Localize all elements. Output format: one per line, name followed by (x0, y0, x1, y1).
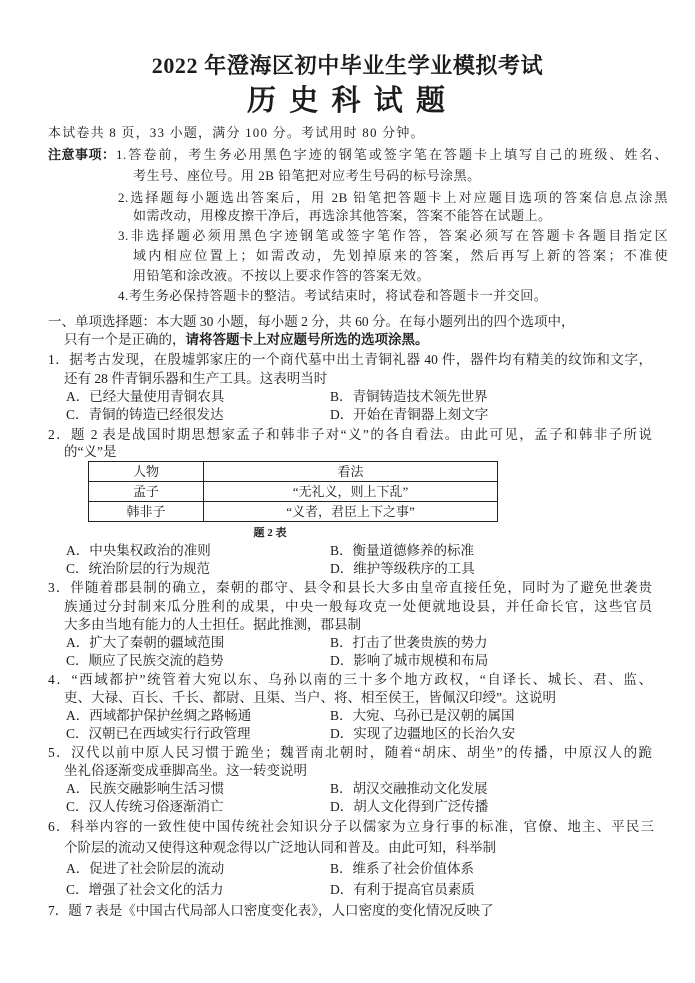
question-4 (0, 671, 695, 743)
question-6-text-line-1: 6．科举内容的一致性使中国传统社会知识分子以儒家为立身行事的标准，官僚、地主、平民三 (48, 819, 654, 834)
question-1-text-line-1: 1．据考古发现，在殷墟郭家庄的一个商代墓中出土青铜礼器 40 件，器件均有精美的纹饰和文字， (48, 352, 652, 367)
question-5 (0, 744, 695, 816)
question-1-option-c: C．青铜的铸造已经很发达 (66, 407, 224, 422)
question-4-option-b: B．大宛、乌孙已是汉朝的属国 (330, 708, 515, 723)
question-2-option-a: A．中央集权政治的准则 (66, 543, 211, 558)
question-4-option-d: D．实现了边疆地区的长治久安 (330, 726, 516, 741)
question-1-option-a: A．已经大量使用青铜农具 (66, 389, 225, 404)
question-4-option-a: A．西域都护保护丝绸之路畅通 (66, 708, 252, 723)
exam-instructions (0, 146, 695, 306)
question-5-option-c: C．汉人传统习俗逐渐消亡 (66, 799, 224, 814)
question-6 (0, 818, 695, 900)
exam-title: 2022 年澄海区初中毕业生学业模拟考试 (151, 53, 544, 78)
question-2-option-d: D．维护等级秩序的工具 (330, 561, 475, 576)
table-row (89, 502, 498, 522)
table-cell-view: “义者，君臣上下之事” (204, 502, 498, 522)
question-1-option-d: D．开始在青铜器上刻文字 (330, 407, 489, 422)
question-7-text-line-1: 7．题 7 表是《中国古代局部人口密度变化表》，人口密度的变化情况反映了 (48, 903, 494, 918)
question-2-option-c: C．统治阶层的行为规范 (66, 561, 211, 576)
table-header-view: 看法 (204, 462, 498, 482)
question-2-table-caption: 题 2 表 (253, 527, 287, 539)
question-3-option-b: B．打击了世袭贵族的势力 (330, 635, 488, 650)
question-2-text-line-1: 2．题 2 表是战国时期思想家孟子和韩非子对“义”的各自看法。由此可见，孟子和韩非子所说 (48, 427, 652, 442)
question-5-option-a: A．民族交融影响生活习惯 (66, 781, 225, 796)
question-5-text-line-1: 5．汉代以前中原人民习惯于跪坐；魏晋南北朝时，随着“胡床、胡坐”的传播，中原汉人的跪 (48, 745, 652, 760)
question-5-option-d: D．胡人文化得到广泛传播 (330, 799, 489, 814)
question-1-text-line-2: 还有 28 件青铜乐器和生产工具。这表明当时 (64, 371, 328, 386)
instruction-4-line-1: 4.考生务必保持答题卡的整洁。考试结束时，将试卷和答题卡一并交回。 (118, 288, 548, 303)
section-emphasis-text: 请将答题卡上对应题号所选的选项涂黑。 (185, 332, 429, 347)
instructions-label: 注意事项： (48, 147, 116, 162)
question-3-text-line-3: 大多由当地有能力的人士担任。据此推测，郡县制 (64, 617, 361, 632)
question-3-text-line-2: 族通过分封制来瓜分胜利的成果，中央一般每攻克一处便就地设县，并任命长官，这些官员 (64, 599, 652, 614)
question-6-option-d: D．有利于提高官员素质 (330, 882, 475, 897)
table-header-row (89, 462, 498, 482)
instruction-3-line-2: 域内相应位置上；如需改动，先划掉原来的答案，然后再写上新的答案；不准使 (133, 248, 668, 263)
question-3-text-line-1: 3．伴随着郡县制的确立，秦朝的郡守、县令和县长大多由皇帝直接任免，同时为了避免世袭贵 (48, 580, 652, 595)
question-5-text-line-2: 坐礼俗逐渐变成垂脚高坐。这一转变说明 (64, 763, 307, 778)
question-5-option-b: B．胡汉交融推动文化发展 (330, 781, 488, 796)
section-instruction-text: 只有一个是正确的， (64, 332, 186, 347)
instruction-3-line-1: 3.非选择题必须用黑色字迹钢笔或签字笔作答，答案必须写在答题卡各题目指定区 (118, 228, 668, 243)
question-2-table (88, 461, 498, 522)
question-4-text-line-2: 吏、大禄、百长、千长、都尉、且渠、当户、将、相至侯王，皆佩汉印绶”。这说明 (64, 690, 556, 705)
question-6-option-b: B．维系了社会价值体系 (330, 861, 475, 876)
table-header-person: 人物 (89, 462, 204, 482)
question-7 (0, 902, 695, 922)
question-4-option-c: C．汉朝已在西域实行行政管理 (66, 726, 251, 741)
question-6-option-a: A．促进了社会阶层的流动 (66, 861, 225, 876)
table-row (89, 482, 498, 502)
exam-header (0, 0, 695, 122)
exam-intro: 本试卷共 8 页，33 小题，满分 100 分。考试用时 80 分钟。 (48, 125, 425, 140)
question-2 (0, 426, 695, 578)
question-2-option-b: B．衡量道德修养的标准 (330, 543, 475, 558)
section-heading-line-2 (64, 331, 429, 349)
instruction-1-line-1: 1.答卷前，考生务必用黑色字迹的钢笔或签字笔在答题卡上填写自己的班级、姓名、 (116, 147, 668, 162)
question-3-option-c: C．顺应了民族交流的趋势 (66, 653, 224, 668)
question-4-text-line-1: 4．“西域都护”统管着大宛以东、乌孙以南的三十多个地方政权，“自译长、城长、君、监、 (48, 672, 652, 687)
instruction-2-line-2: 如需改动，用橡皮擦干净后，再选涂其他答案，答案不能答在试题上。 (133, 208, 552, 223)
instruction-2-line-1: 2.选择题每小题选出答案后，用 2B 铅笔把答题卡上对应题目选项的答案信息点涂黑 (118, 190, 668, 205)
question-1 (0, 351, 695, 425)
instruction-1-line-2: 考生号、座位号。用 2B 铅笔把对应考生号码的标号涂黑。 (133, 168, 481, 183)
table-cell-view: “无礼义，则上下乱” (204, 482, 498, 502)
question-6-option-c: C．增强了社会文化的活力 (66, 882, 224, 897)
section-heading-line-1: 一、单项选择题：本大题 30 小题，每小题 2 分，共 60 分。在每小题列出的四个选项中， (48, 314, 575, 329)
subject-title: 历 史 科 试 题 (246, 85, 448, 117)
instruction-3-line-3: 用铅笔和涂改液。不按以上要求作答的答案无效。 (133, 268, 431, 283)
question-2-text-line-2: 的“义”是 (64, 444, 117, 459)
section-heading (0, 313, 695, 349)
question-6-text-line-2: 个阶层的流动又使得这种观念得以广泛地认同和普及。由此可知，科举制 (64, 840, 496, 855)
question-3-option-a: A．扩大了秦朝的疆域范围 (66, 635, 225, 650)
question-3 (0, 579, 695, 671)
table-cell-person: 韩非子 (89, 502, 204, 522)
question-1-option-b: B．青铜铸造技术领先世界 (330, 389, 488, 404)
table-cell-person: 孟子 (89, 482, 204, 502)
question-3-option-d: D．影响了城市规模和布局 (330, 653, 489, 668)
